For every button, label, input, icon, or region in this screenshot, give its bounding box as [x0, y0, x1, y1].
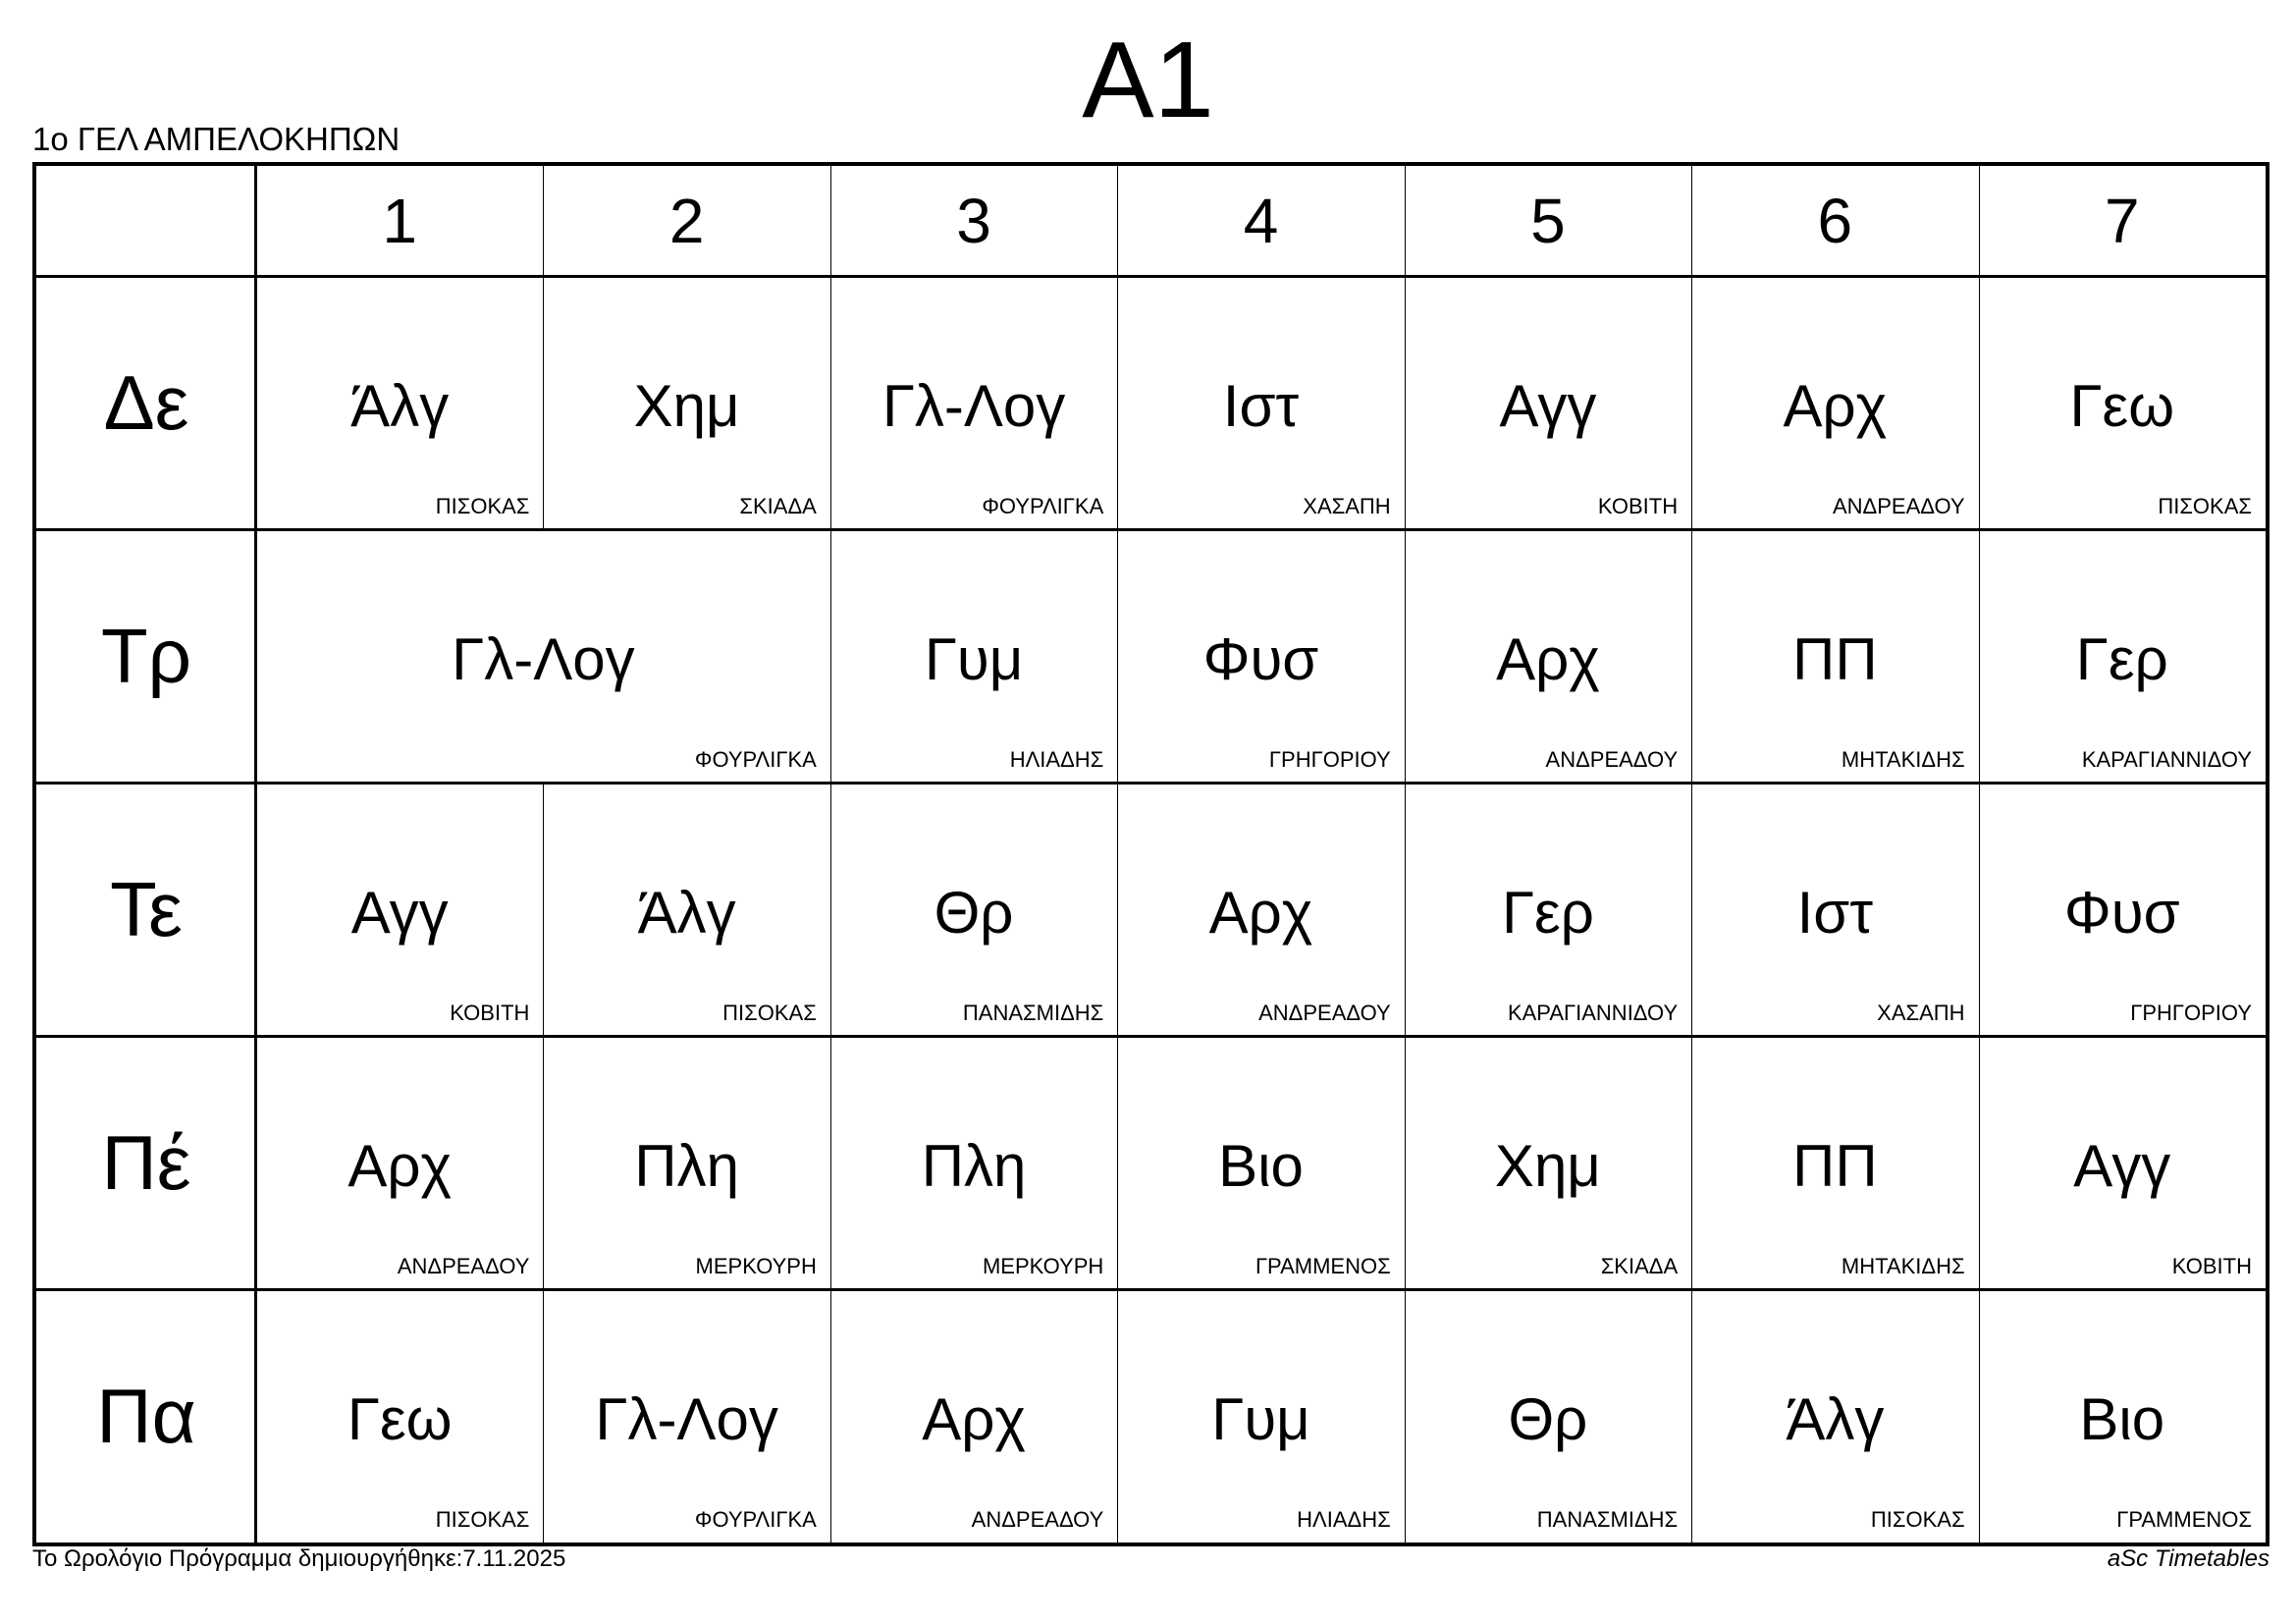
lesson-subject: Γυμ — [924, 626, 1024, 692]
lesson-cell — [543, 1036, 829, 1289]
lesson-teacher: ΗΛΙΑΔΗΣ — [1297, 1507, 1391, 1532]
lesson-cell — [830, 1289, 1117, 1543]
lesson-cell — [830, 276, 1117, 529]
lesson-cell — [830, 529, 1117, 783]
lesson-subject: Γερ — [2075, 626, 2168, 692]
lesson-subject: Αγγ — [1499, 373, 1597, 439]
lesson-teacher: ΓΡΗΓΟΡΙΟΥ — [1268, 747, 1391, 772]
period-header: 6 — [1817, 186, 1853, 256]
lesson-subject: Αρχ — [1783, 373, 1888, 439]
lesson-teacher: ΠΙΣΟΚΑΣ — [435, 1507, 530, 1532]
period-header: 7 — [2104, 186, 2140, 256]
period-header: 2 — [668, 186, 705, 256]
lesson-cell — [256, 783, 543, 1036]
timetable-grid — [32, 162, 2269, 1546]
period-header: 1 — [382, 186, 417, 256]
lesson-cell — [1405, 276, 1691, 529]
lesson-teacher: ΠΑΝΑΣΜΙΔΗΣ — [1536, 1507, 1679, 1532]
lesson-cell — [256, 1289, 543, 1543]
lesson-cell — [1405, 1289, 1691, 1543]
lesson-teacher: ΦΟΥΡΛΙΓΚΑ — [982, 494, 1104, 518]
lesson-teacher: ΧΑΣΑΠΗ — [1877, 1001, 1965, 1025]
lesson-teacher: ΧΑΣΑΠΗ — [1303, 494, 1391, 518]
lesson-subject: Χημ — [1494, 1133, 1601, 1199]
lesson-subject: Άλγ — [1786, 1386, 1885, 1452]
lesson-subject: ΠΠ — [1792, 1133, 1878, 1199]
lesson-teacher: ΠΙΣΟΚΑΣ — [435, 494, 530, 518]
page-title: A1 — [1082, 20, 1214, 140]
lesson-cell — [543, 783, 829, 1036]
lesson-cell — [256, 1036, 543, 1289]
lesson-teacher: ΚΟΒΙΤΗ — [1597, 494, 1679, 518]
lesson-cell — [1979, 1036, 2266, 1289]
lesson-subject: Θρ — [934, 880, 1014, 946]
lesson-teacher: ΚΑΡΑΓΙΑΝΝΙΔΟΥ — [2081, 747, 2252, 772]
lesson-subject: Γλ-Λογ — [452, 626, 635, 692]
lesson-subject: Αρχ — [347, 1133, 453, 1199]
period-header: 3 — [956, 186, 991, 256]
lesson-subject: Γλ-Λογ — [595, 1386, 778, 1452]
lesson-teacher: ΜΕΡΚΟΥΡΗ — [695, 1254, 817, 1278]
lesson-teacher: ΠΑΝΑΣΜΙΔΗΣ — [962, 1001, 1104, 1025]
lesson-subject: Ιστ — [1796, 880, 1874, 946]
lesson-subject: Γερ — [1501, 880, 1594, 946]
lesson-cell — [830, 1036, 1117, 1289]
lesson-subject: Πλη — [921, 1133, 1027, 1199]
header-column-divider — [1117, 166, 1118, 276]
lesson-subject: Αρχ — [1496, 626, 1600, 692]
lesson-teacher: ΠΙΣΟΚΑΣ — [2158, 494, 2252, 518]
lesson-teacher: ΜΗΤΑΚΙΔΗΣ — [1841, 747, 1965, 772]
lesson-teacher: ΓΡΗΓΟΡΙΟΥ — [2130, 1001, 2252, 1025]
lesson-subject: Θρ — [1508, 1386, 1588, 1452]
day-label: Πέ — [101, 1118, 191, 1206]
header-column-divider — [543, 166, 544, 276]
header-column-divider — [830, 166, 831, 276]
lesson-subject: Αρχ — [1208, 880, 1313, 946]
lesson-teacher: ΑΝΔΡΕΑΔΟΥ — [397, 1254, 530, 1278]
lesson-teacher: ΣΚΙΑΔΑ — [1600, 1254, 1679, 1278]
lesson-cell — [1979, 783, 2266, 1036]
day-label: Τε — [110, 865, 183, 952]
lesson-cell — [1405, 783, 1691, 1036]
header-column-divider — [1405, 166, 1406, 276]
lesson-subject: Γεω — [347, 1386, 453, 1452]
lesson-subject: Γεω — [2069, 373, 2175, 439]
lesson-teacher: ΚΟΒΙΤΗ — [2171, 1254, 2252, 1278]
lesson-cell — [1405, 1036, 1691, 1289]
lesson-subject: Αρχ — [922, 1386, 1026, 1452]
lesson-teacher: ΣΚΙΑΔΑ — [739, 494, 817, 518]
school-name: 1ο ΓΕΛ ΑΜΠΕΛΟΚΗΠΩΝ — [32, 121, 400, 157]
lesson-subject: Πλη — [634, 1133, 739, 1199]
lesson-subject: Γλ-Λογ — [881, 373, 1066, 439]
lesson-cell — [543, 1289, 829, 1543]
header-column-divider — [1691, 166, 1692, 276]
lesson-teacher: ΠΙΣΟΚΑΣ — [722, 1001, 817, 1025]
lesson-subject: Βιο — [1218, 1133, 1304, 1199]
lesson-subject: Αγγ — [350, 880, 449, 946]
lesson-subject: Άλγ — [637, 880, 736, 946]
lesson-teacher: ΗΛΙΑΔΗΣ — [1009, 747, 1104, 772]
lesson-teacher: ΓΡΑΜΜΕΝΟΣ — [2116, 1507, 2252, 1532]
lesson-subject: Φυσ — [2063, 880, 2180, 946]
lesson-subject: Αγγ — [2073, 1133, 2171, 1199]
day-label: Πα — [96, 1372, 196, 1459]
lesson-teacher: ΦΟΥΡΛΙΓΚΑ — [694, 747, 817, 772]
lesson-teacher: ΓΡΑΜΜΕΝΟΣ — [1255, 1254, 1391, 1278]
period-header: 5 — [1530, 186, 1566, 256]
lesson-cell — [1691, 1289, 1978, 1543]
lesson-teacher: ΜΕΡΚΟΥΡΗ — [982, 1254, 1104, 1278]
lesson-cell — [1117, 783, 1404, 1036]
period-header: 4 — [1243, 186, 1279, 256]
lesson-cell — [1691, 276, 1978, 529]
lesson-teacher: ΦΟΥΡΛΙΓΚΑ — [694, 1507, 817, 1532]
lesson-teacher: ΚΟΒΙΤΗ — [450, 1001, 530, 1025]
lesson-cell — [1117, 276, 1404, 529]
lesson-cell — [1979, 529, 2266, 783]
lesson-cell — [1691, 783, 1978, 1036]
lesson-teacher: ΜΗΤΑΚΙΔΗΣ — [1841, 1254, 1965, 1278]
footer-software: aSc Timetables — [2107, 1545, 2269, 1572]
lesson-cell — [1979, 1289, 2266, 1543]
lesson-cell — [256, 529, 830, 783]
lesson-cell — [830, 783, 1117, 1036]
lesson-cell — [543, 276, 829, 529]
footer-created-date: Το Ωρολόγιο Πρόγραμμα δημιουργήθηκε:7.11.2025 — [32, 1545, 566, 1572]
lesson-cell — [1691, 1036, 1978, 1289]
lesson-cell — [1117, 1036, 1404, 1289]
lesson-teacher: ΑΝΔΡΕΑΔΟΥ — [1545, 747, 1679, 772]
lesson-subject: Βιο — [2079, 1386, 2165, 1452]
lesson-teacher: ΠΙΣΟΚΑΣ — [1870, 1507, 1965, 1532]
lesson-teacher: ΚΑΡΑΓΙΑΝΝΙΔΟΥ — [1507, 1001, 1679, 1025]
lesson-cell — [256, 276, 543, 529]
lesson-cell — [1117, 529, 1404, 783]
lesson-subject: Άλγ — [350, 373, 450, 439]
header-column-divider — [1979, 166, 1980, 276]
day-label: Δε — [103, 358, 189, 446]
lesson-cell — [1691, 529, 1978, 783]
lesson-cell — [1979, 276, 2266, 529]
lesson-cell — [1405, 529, 1691, 783]
lesson-subject: Γυμ — [1211, 1386, 1310, 1452]
lesson-subject: Ιστ — [1222, 373, 1300, 439]
lesson-subject: Χημ — [633, 373, 740, 439]
lesson-teacher: ΑΝΔΡΕΑΔΟΥ — [1258, 1001, 1391, 1025]
lesson-teacher: ΑΝΔΡΕΑΔΟΥ — [1832, 494, 1965, 518]
lesson-subject: ΠΠ — [1792, 626, 1878, 692]
lesson-teacher: ΑΝΔΡΕΑΔΟΥ — [971, 1507, 1104, 1532]
lesson-subject: Φυσ — [1202, 626, 1319, 692]
lesson-cell — [1117, 1289, 1404, 1543]
day-label: Τρ — [100, 612, 191, 699]
